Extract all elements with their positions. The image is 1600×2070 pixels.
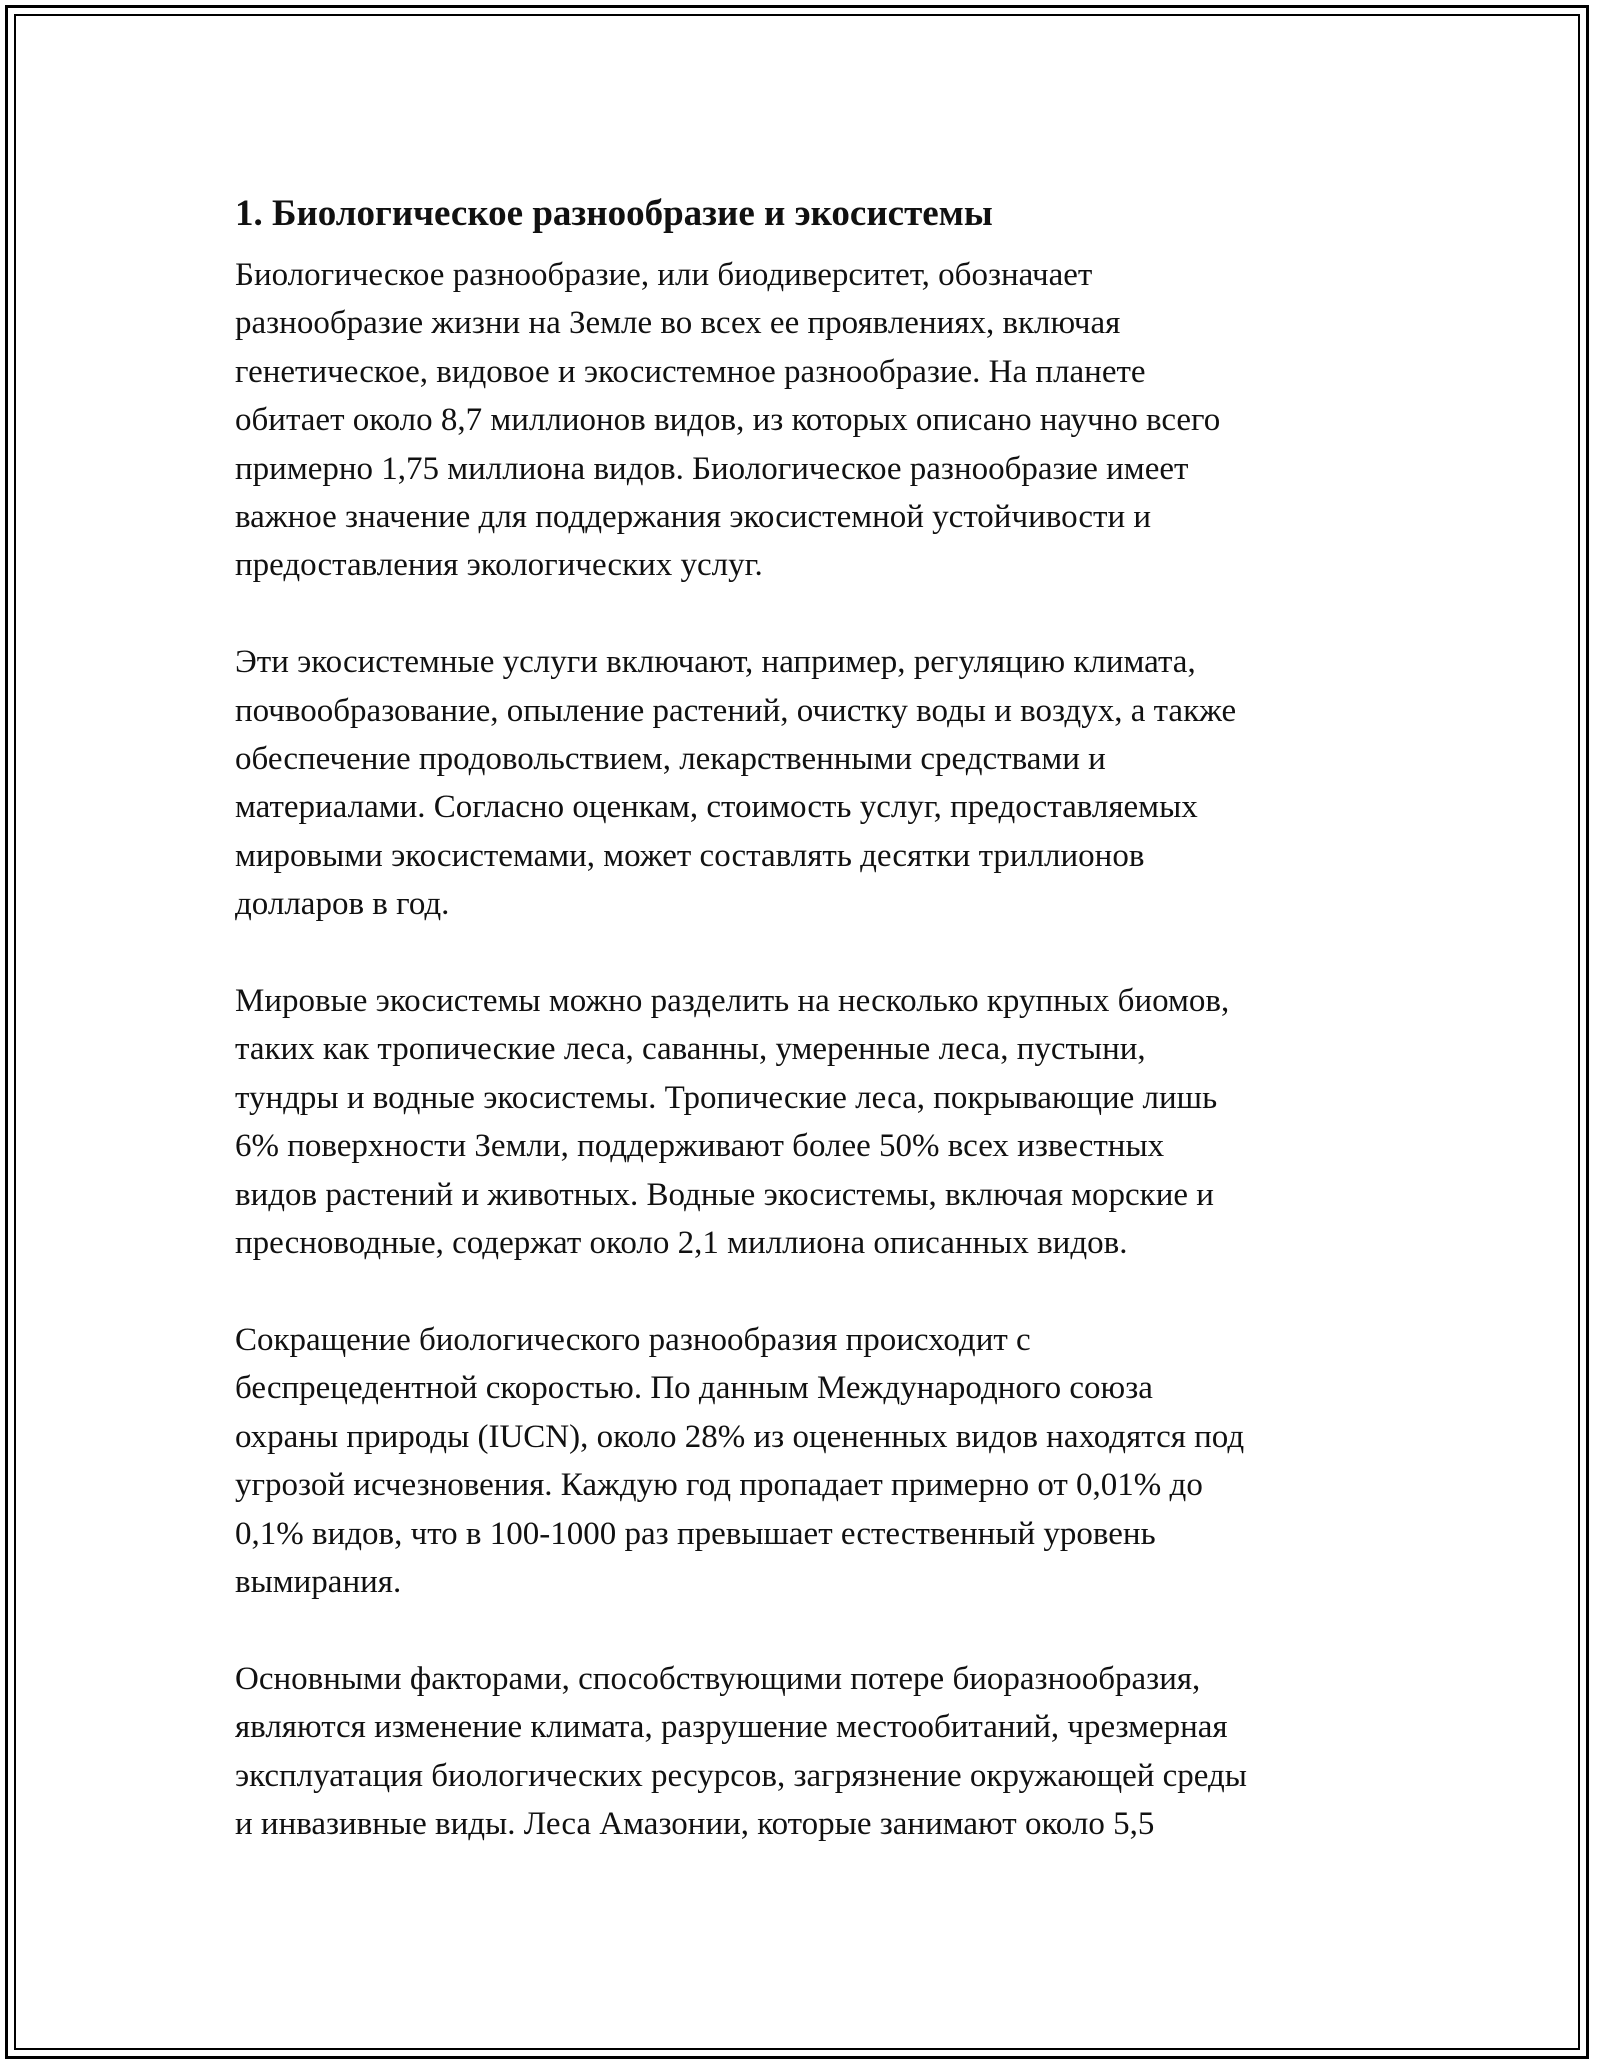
paragraph-biodiversity-definition: Биологическое разнообразие, или биодиверситет, обозначает разнообразие жизни на Земле во всех ее проявлениях, включая генетическое, видовое и экосистемное разнообразие. На планете обитает около 8,7 миллионов видов, из которых описано научно всего примерно 1,75 миллиона видов. Биологическое разнообразие имеет важное значение для поддержания экосистемной устойчивости и предоставления экологических услуг. [235,257,1221,584]
section-heading: 1. Биологическое разнообразие и экосистемы [235,193,993,234]
paragraph-biodiversity-loss: Сокращение биологического разнообразия происходит с беспрецедентной скоростью. По данным Международного союза охраны природы (IUCN), около 28% из оцененных видов находятся под угрозой исчезновения. Каждую год пропадает примерно от 0,01% до 0,1% видов, что в 100-1000 раз превышает естественный уровень вымирания. [235,1321,1245,1600]
paragraph-ecosystem-services: Эти экосистемные услуги включают, например, регуляцию климата, почвообразование, опыление растений, очистку воды и воздух, а также обеспечение продовольствием, лекарственными средствами и материалами. Согласно оценкам, стоимость услуг, предоставляемых мировыми экосистемами, может составлять десятки триллионов долларов в год. [235,644,1237,923]
paragraph-loss-factors: Основными факторами, способствующими потере биоразнообразия, являются изменение климата, разрушение местообитаний, чрезмерная эксплуатация биологических ресурсов, загрязнение окружающей среды и инвазивные виды. Леса Амазонии, которые занимают около 5,5 [235,1660,1247,1842]
paragraph-biomes: Мировые экосистемы можно разделить на несколько крупных биомов, таких как тропические леса, саванны, умеренные леса, пустыни, тундры и водные экосистемы. Тропические леса, покрывающие лишь 6% поверхности Земли, поддерживают более 50% всех известных видов растений и животных. Водные экосистемы, включая морские и пресноводные, содержат около 2,1 миллиона описанных видов. [235,983,1230,1262]
document-body [235,185,1375,1897]
